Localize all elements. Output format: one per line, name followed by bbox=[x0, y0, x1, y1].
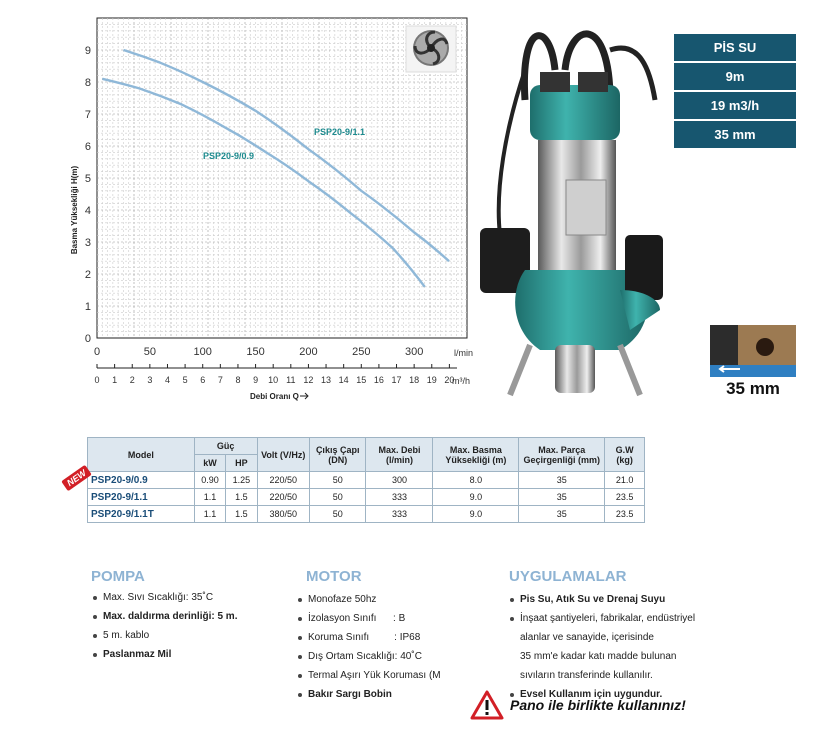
spec-head: 9m bbox=[674, 63, 796, 90]
series-label-2: PSP20-9/0.9 bbox=[203, 151, 255, 161]
list-item: Dış Ortam Sıcaklığı: 40˚C bbox=[298, 647, 441, 666]
x2-tick-label: 10 bbox=[268, 375, 279, 385]
x-tick-label: 200 bbox=[299, 346, 318, 358]
list-item: Bakır Sargı Bobin bbox=[298, 685, 441, 704]
new-badge: NEW bbox=[61, 465, 92, 491]
list-item: Max. daldırma derinliği: 5 m. bbox=[93, 607, 237, 626]
th-kw: kW bbox=[194, 455, 225, 472]
list-item: Termal Aşırı Yük Koruması (M bbox=[298, 666, 441, 685]
th-basma: Max. Basma Yüksekliği (m) bbox=[433, 438, 519, 472]
th-hp: HP bbox=[226, 455, 257, 472]
y-tick-label: 6 bbox=[84, 141, 91, 153]
y-tick-labels bbox=[85, 45, 91, 345]
impeller-icon bbox=[406, 26, 456, 72]
x2-tick-label: 7 bbox=[217, 375, 223, 385]
x2-tick-label: 18 bbox=[409, 375, 420, 385]
x2-tick-label: 12 bbox=[303, 375, 314, 385]
y-tick-label: 8 bbox=[84, 77, 91, 89]
warning-icon bbox=[470, 690, 504, 720]
table-row: PSP20-9/0.9 0.90 1.25 220/50 50 300 8.0 35 21.0 bbox=[88, 472, 645, 489]
list-item: Monofaze 50hz bbox=[298, 590, 441, 609]
list-item: İzolasyon Sınıfı : B bbox=[298, 609, 441, 628]
x2-tick-label: 8 bbox=[235, 375, 241, 385]
x2-tick-label: 11 bbox=[286, 375, 296, 385]
list-item: İnşaat şantiyeleri, fabrikalar, endüstriyel bbox=[510, 609, 695, 628]
th-cikis: Çıkış Çapı (DN) bbox=[309, 438, 366, 472]
x2-tick-label: 0 bbox=[94, 375, 100, 385]
x-tick-label: 300 bbox=[404, 346, 424, 358]
th-volt: Volt (V/Hz) bbox=[257, 438, 309, 472]
list-item: Evsel Kullanım için uygundur. bbox=[510, 685, 695, 704]
y-tick-label: 7 bbox=[84, 109, 91, 121]
x2-tick-label: 3 bbox=[147, 375, 153, 385]
list-item: Pis Su, Atık Su ve Drenaj Suyu bbox=[510, 590, 695, 609]
y-tick-label: 5 bbox=[84, 173, 91, 185]
warning-text: Pano ile birlikte kullanınız! bbox=[510, 697, 686, 713]
x2-tick-label: 4 bbox=[164, 375, 170, 385]
performance-chart bbox=[0, 0, 480, 412]
pump-product-image bbox=[470, 10, 670, 400]
x-tick-label: 50 bbox=[143, 346, 156, 358]
x-axis-unit-lmin: l/min bbox=[454, 348, 474, 358]
x2-tick-label: 2 bbox=[129, 375, 135, 385]
pompa-list bbox=[93, 588, 237, 664]
motor-title: MOTOR bbox=[306, 568, 362, 585]
x-tick-labels bbox=[94, 346, 423, 358]
y-tick-label: 9 bbox=[84, 45, 91, 57]
inset-label: 35 mm bbox=[726, 379, 780, 397]
y-tick-label: 1 bbox=[84, 301, 91, 313]
arrow-icon bbox=[300, 393, 308, 399]
x2-tick-label: 1 bbox=[112, 375, 118, 385]
uygulama-title: UYGULAMALAR bbox=[509, 568, 627, 585]
y-tick-label: 3 bbox=[84, 237, 91, 249]
x2-tick-label: 9 bbox=[253, 375, 259, 385]
spec-pass: 35 mm bbox=[674, 121, 796, 148]
x-tick-label: 150 bbox=[246, 346, 265, 358]
pompa-title: POMPA bbox=[91, 568, 145, 585]
uygulama-list bbox=[510, 590, 695, 704]
particle-inset-image bbox=[710, 325, 796, 397]
table-row: PSP20-9/1.1 1.1 1.5 220/50 50 333 9.0 35 23.5 bbox=[88, 489, 645, 506]
table-row: PSP20-9/1.1T 1.1 1.5 380/50 50 333 9.0 35 23.5 bbox=[88, 506, 645, 523]
list-item: 35 mm'e kadar katı madde bulunan bbox=[520, 651, 677, 662]
x2-tick-label: 13 bbox=[321, 375, 332, 385]
motor-list bbox=[298, 590, 441, 704]
y-axis-label: Basma Yüksekliği H(m) bbox=[70, 165, 79, 255]
x-tick-label: 0 bbox=[93, 346, 101, 358]
x2-tick-label: 14 bbox=[338, 375, 349, 385]
x2-tick-label: 15 bbox=[356, 375, 367, 385]
x-axis-label: Debi Oranı Q bbox=[250, 392, 299, 401]
x-axis-unit-m3h: m³/h bbox=[452, 376, 470, 386]
x-tick-label: 250 bbox=[352, 346, 371, 358]
th-debi: Max. Debi (l/min) bbox=[366, 438, 433, 472]
spec-title: PİS SU bbox=[674, 34, 796, 61]
x2-tick-labels bbox=[94, 364, 457, 385]
x2-tick-label: 17 bbox=[391, 375, 402, 385]
th-gw: G.W (kg) bbox=[605, 438, 645, 472]
list-item: sıvıların transferinde kullanılır. bbox=[520, 670, 653, 681]
spec-table bbox=[87, 437, 645, 523]
series-label-1: PSP20-9/1.1 bbox=[314, 127, 366, 137]
y-tick-label: 0 bbox=[84, 333, 91, 345]
x2-tick-label: 19 bbox=[426, 375, 437, 385]
list-item: Paslanmaz Mil bbox=[93, 645, 237, 664]
list-item: alanlar ve sanayide, içerisinde bbox=[520, 632, 654, 643]
x-tick-label: 100 bbox=[193, 346, 212, 358]
x2-tick-label: 16 bbox=[373, 375, 384, 385]
list-item: Koruma Sınıfı : IP68 bbox=[298, 628, 441, 647]
th-parca: Max. Parça Geçirgenliği (mm) bbox=[519, 438, 605, 472]
y-tick-label: 2 bbox=[84, 269, 91, 281]
x2-tick-label: 5 bbox=[182, 375, 188, 385]
y-tick-label: 4 bbox=[84, 205, 91, 217]
th-model: Model bbox=[88, 438, 195, 472]
x2-tick-label: 20 bbox=[444, 375, 455, 385]
spec-flow: 19 m3/h bbox=[674, 92, 796, 119]
list-item: Max. Sıvı Sıcaklığı: 35˚C bbox=[93, 588, 237, 607]
th-guc: Güç bbox=[194, 438, 257, 455]
list-item: 5 m. kablo bbox=[93, 626, 237, 645]
x2-tick-label: 6 bbox=[200, 375, 206, 385]
warning-banner bbox=[470, 690, 770, 720]
